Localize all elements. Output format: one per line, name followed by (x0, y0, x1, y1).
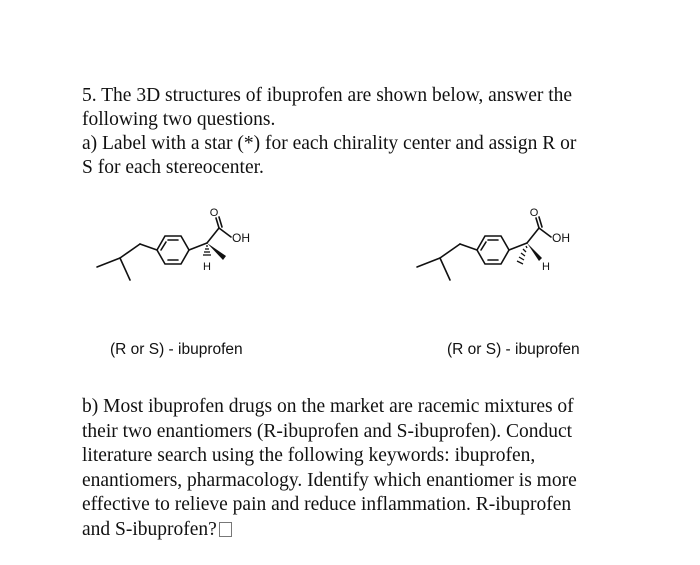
oxygen-label: O (209, 207, 219, 219)
question-part-b-line-5: effective to relieve pain and reduce inflammation. R-ibuprofen (82, 494, 572, 515)
question-part-b-line-4: enantiomers, pharmacology. Identify which enantiomer is more (82, 469, 577, 491)
question-part-b-line-2: their two enantiomers (R-ibuprofen and S-ibuprofen). Conduct (82, 420, 573, 442)
question-intro-line-1: 5. The 3D structures of ibuprofen are shown below, answer the (82, 85, 573, 106)
hydroxyl-label: OH (232, 231, 250, 245)
question-part-a-line-2: S for each stereocenter. (82, 157, 264, 178)
ibuprofen-structure-left (95, 198, 315, 288)
question-part-b-last-line (82, 518, 622, 543)
question-part-b (82, 395, 622, 542)
question-part-a (82, 84, 622, 180)
caption-left-ibuprofen: (R or S) - ibuprofen (110, 341, 243, 358)
hydrogen-label: H (542, 261, 550, 273)
question-part-b-line-3: literature search using the following keywords: ibuprofen, (82, 445, 536, 466)
question-part-a-line-1: a) Label with a star (*) for each chirality center and assign R or (82, 133, 577, 154)
question-intro-line-2: following two questions. (82, 109, 276, 130)
oxygen-label: O (529, 207, 539, 219)
hydroxyl-label: OH (552, 231, 570, 245)
question-part-b-line-6: and S-ibuprofen? (82, 518, 217, 540)
answer-checkbox[interactable] (219, 522, 232, 537)
hydrogen-label: H (203, 261, 211, 273)
ibuprofen-structure-right (415, 198, 635, 288)
caption-right-ibuprofen: (R or S) - ibuprofen (447, 341, 580, 358)
question-part-b-line-1: b) Most ibuprofen drugs on the market are racemic mixtures of (82, 396, 574, 417)
